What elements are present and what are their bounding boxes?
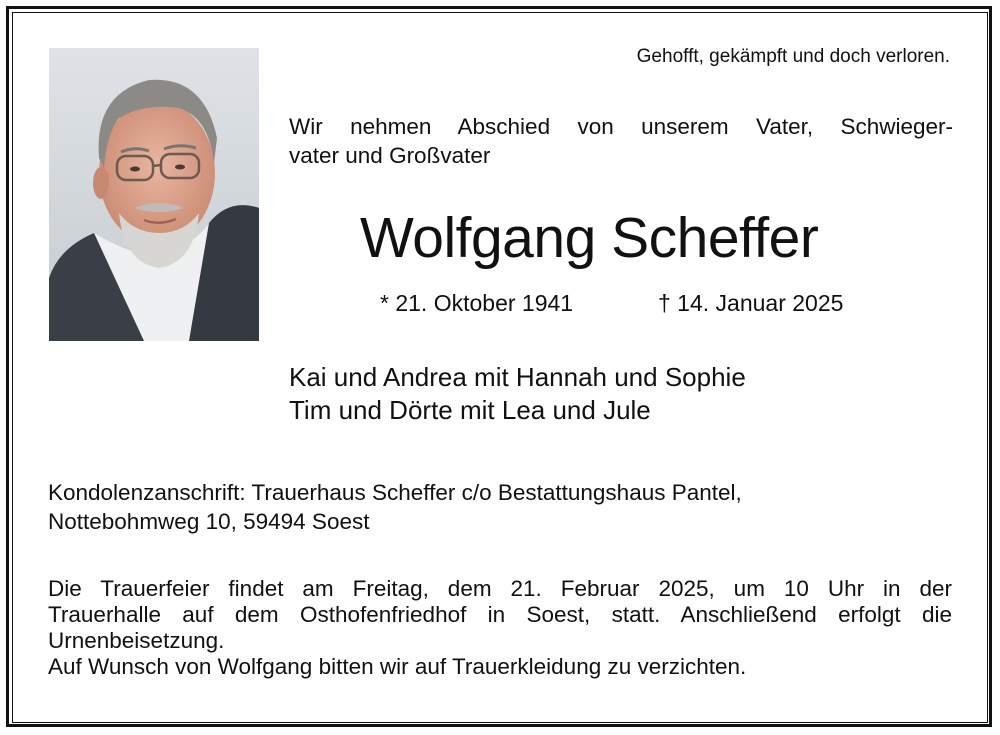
intro-text [289,112,953,170]
death-date: † 14. Januar 2025 [658,290,844,316]
portrait-photo [49,48,259,341]
condolence-address [48,478,742,536]
intro-line: Wir nehmen Abschied von unserem Vater, Schwieger- [289,114,953,139]
ceremony-info [48,576,952,680]
ceremony-line: Die Trauerfeier findet am Freitag, dem 21. Februar 2025, um 10 Uhr in der [48,576,952,601]
condolence-line: Kondolenzanschrift: Trauerhaus Scheffer c/o Bestattungshaus Pantel, [48,480,742,505]
ceremony-line: Urnenbeisetzung. [48,628,225,653]
ceremony-line: Auf Wunsch von Wolfgang bitten wir auf Trauerkleidung zu verzichten. [48,654,747,679]
family-line: Kai und Andrea mit Hannah und Sophie [289,362,746,392]
motto-text: Gehofft, gekämpft und doch verloren. [636,46,950,67]
birth-date: * 21. Oktober 1941 [380,290,574,316]
ceremony-line: Trauerhalle auf dem Osthofenfriedhof in Soest, statt. Anschließend erfolgt die [48,602,952,627]
family-list [289,361,746,427]
deceased-name: Wolfgang Scheffer [360,206,819,270]
family-line: Tim und Dörte mit Lea und Jule [289,395,651,425]
intro-line: vater und Großvater [289,143,491,168]
condolence-line: Nottebohmweg 10, 59494 Soest [48,509,370,534]
